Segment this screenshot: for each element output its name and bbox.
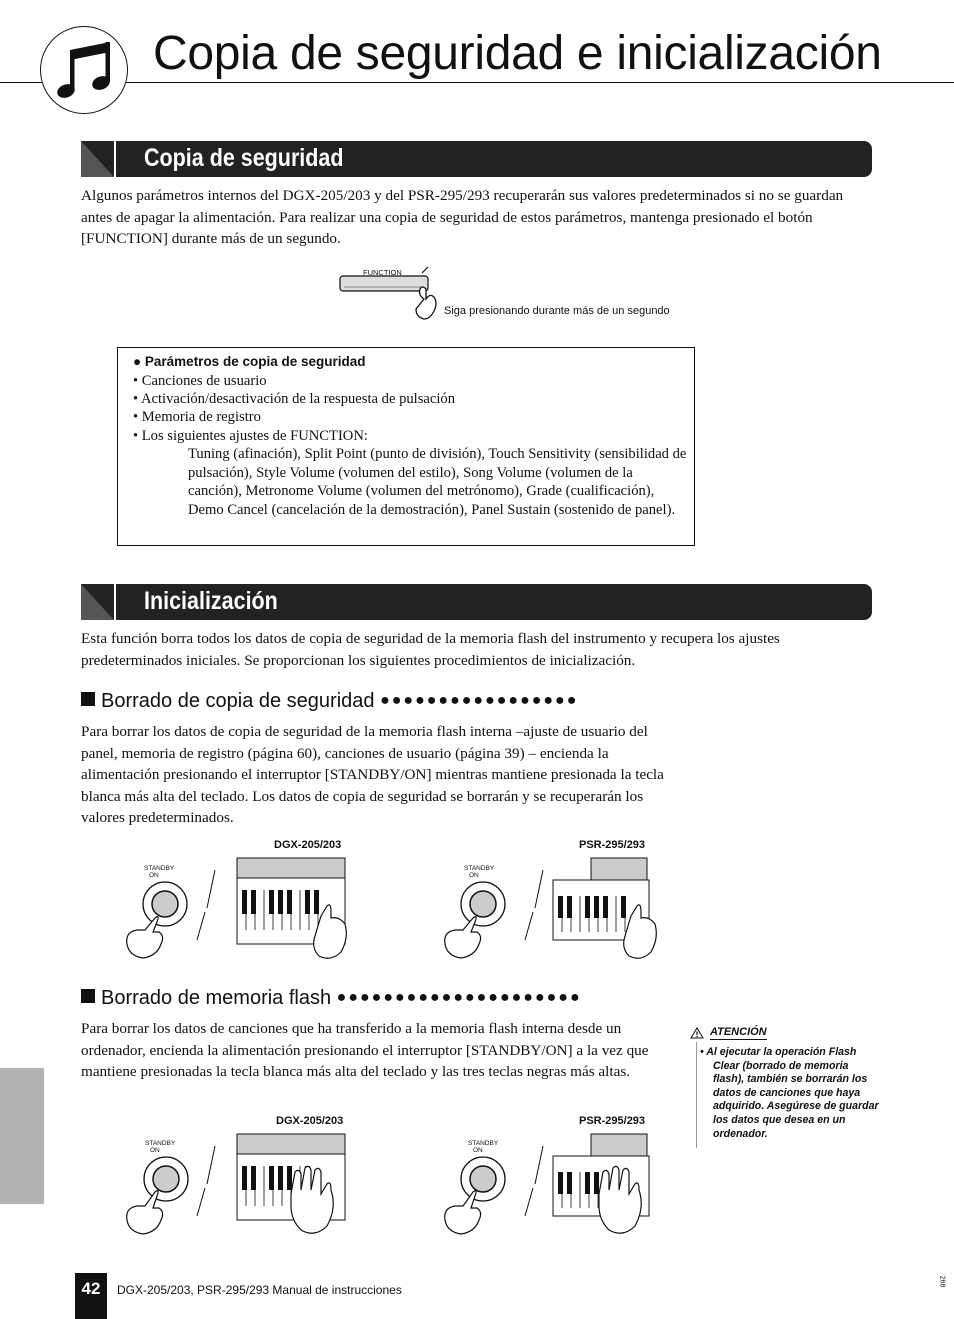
standby-label: STANDBY (145, 1140, 176, 1147)
square-bullet-icon (81, 989, 95, 1003)
subheading-backup-clear (81, 690, 578, 713)
model-label-dgx: DGX-205/203 (276, 1115, 344, 1127)
standby-keyboard-icon (431, 858, 671, 968)
section-title-initialization: Inicialización (144, 587, 278, 615)
backup-parameters-heading: ● Parámetros de copia de seguridad (133, 354, 366, 369)
standby-keyboard-icon (115, 858, 355, 968)
standby-keyboard-icon (431, 1134, 671, 1244)
box-item: • Memoria de registro (133, 409, 261, 425)
box-item: • Activación/desactivación de la respuesta de pulsación (133, 391, 456, 407)
box-item: • Canciones de usuario (133, 373, 267, 389)
backup-parameters-box (117, 347, 695, 546)
section-bar-backup (116, 141, 872, 177)
page-title: Copia de seguridad e inicialización (153, 27, 882, 80)
section-title-backup: Copia de seguridad (144, 144, 344, 172)
standby-illustration-dgx-1 (115, 858, 355, 968)
title-rule (0, 82, 954, 83)
section-marker-icon (81, 584, 114, 620)
section-tab (0, 1068, 44, 1204)
on-label: ON (473, 1147, 483, 1154)
page-number-box (75, 1273, 107, 1319)
section-marker-icon (81, 141, 114, 177)
standby-label: STANDBY (468, 1140, 499, 1147)
backup-intro-text: Algunos parámetros internos del DGX-205/203 y del PSR-295/293 recuperarán sus valores predeterminados si no se guardan antes de apagar la alimentación. Para realizar una copia de seguridad de estos parámetros, mantenga presionado el botón [FUNCTION] durante más de un segundo. (81, 187, 844, 247)
box-item: • Los siguientes ajustes de FUNCTION: (133, 428, 368, 444)
function-button-caption: Siga presionando durante más de un segundo (444, 305, 670, 317)
standby-label: STANDBY (144, 865, 175, 872)
flash-clear-text: Para borrar los datos de canciones que ha transferido a la memoria flash interna desde un ordenador, encienda la alimentación presionando el interruptor [STANDBY/ON] a la vez que mantiene presionadas la tecla blanca más alta del teclado y las tres teclas negras más altas. (81, 1020, 649, 1080)
standby-illustration-psr-1 (431, 858, 671, 968)
model-label-psr: PSR-295/293 (579, 839, 646, 851)
warning-icon (690, 1027, 704, 1039)
attention-rule (696, 1042, 697, 1148)
music-note-icon (40, 26, 128, 114)
attention-bullet-text: • Al ejecutar la operación Flash Clear (borrado de memoria flash), también se borrarán los datos de canciones que haya adquirido. Asegúrese de guardar los datos que desea en un ordenador. (700, 1046, 879, 1140)
subheading-text: Borrado de copia de seguridad (101, 690, 375, 712)
corner-code: 268 (938, 1275, 946, 1288)
model-label-psr: PSR-295/293 (579, 1115, 646, 1127)
on-label: ON (150, 1147, 160, 1154)
standby-label: STANDBY (464, 865, 495, 872)
footer-manual-title: DGX-205/203, PSR-295/293 Manual de instrucciones (117, 1283, 402, 1297)
model-label-dgx: DGX-205/203 (274, 839, 342, 851)
on-label: ON (149, 872, 159, 879)
standby-keyboard-icon (115, 1134, 355, 1244)
standby-illustration-dgx-2 (115, 1134, 355, 1244)
attention-title: ATENCIÓN (710, 1026, 767, 1038)
page-number: 42 (81, 1279, 101, 1298)
dot-leader: ●●●●●●●●●●●●●●●●●●●●● (336, 989, 582, 1006)
subheading-flash-clear (81, 987, 582, 1010)
standby-illustration-psr-2 (431, 1134, 671, 1244)
function-button-label: FUNCTION (363, 268, 402, 277)
backup-clear-text: Para borrar los datos de copia de seguridad de la memoria flash interna –ajuste de usuario del panel, memoria de registro (página 60), canciones de usuario (página 39) – encienda la alimentación presionando el interruptor [STANDBY/ON] mientras mantiene presionada la tecla blanca más alta del teclado. Los datos de copia de seguridad se borrarán y se recuperarán los valores predeterminados. (81, 723, 664, 826)
subheading-text: Borrado de memoria flash (101, 987, 332, 1009)
initialization-intro-text: Esta función borra todos los datos de copia de seguridad de la memoria flash del instrumento y recupera los ajustes predeterminados iniciales. Se proporcionan los siguientes procedimientos de inicialización. (81, 630, 780, 669)
attention-text (700, 1046, 880, 1141)
function-settings-list: Tuning (afinación), Split Point (punto de división), Touch Sensitivity (sensibilidad de pulsación), Style Volume (volumen del estilo), Song Volume (volumen de la canción), Metronome Volume (volumen del metrónomo), Grade (cualificación), Demo Cancel (cancelación de la demostración), Panel Sustain (sostenido de panel). (188, 446, 687, 518)
section-bar-initialization (116, 584, 872, 620)
dot-leader: ●●●●●●●●●●●●●●●●● (380, 692, 579, 709)
square-bullet-icon (81, 692, 95, 706)
on-label: ON (469, 872, 479, 879)
